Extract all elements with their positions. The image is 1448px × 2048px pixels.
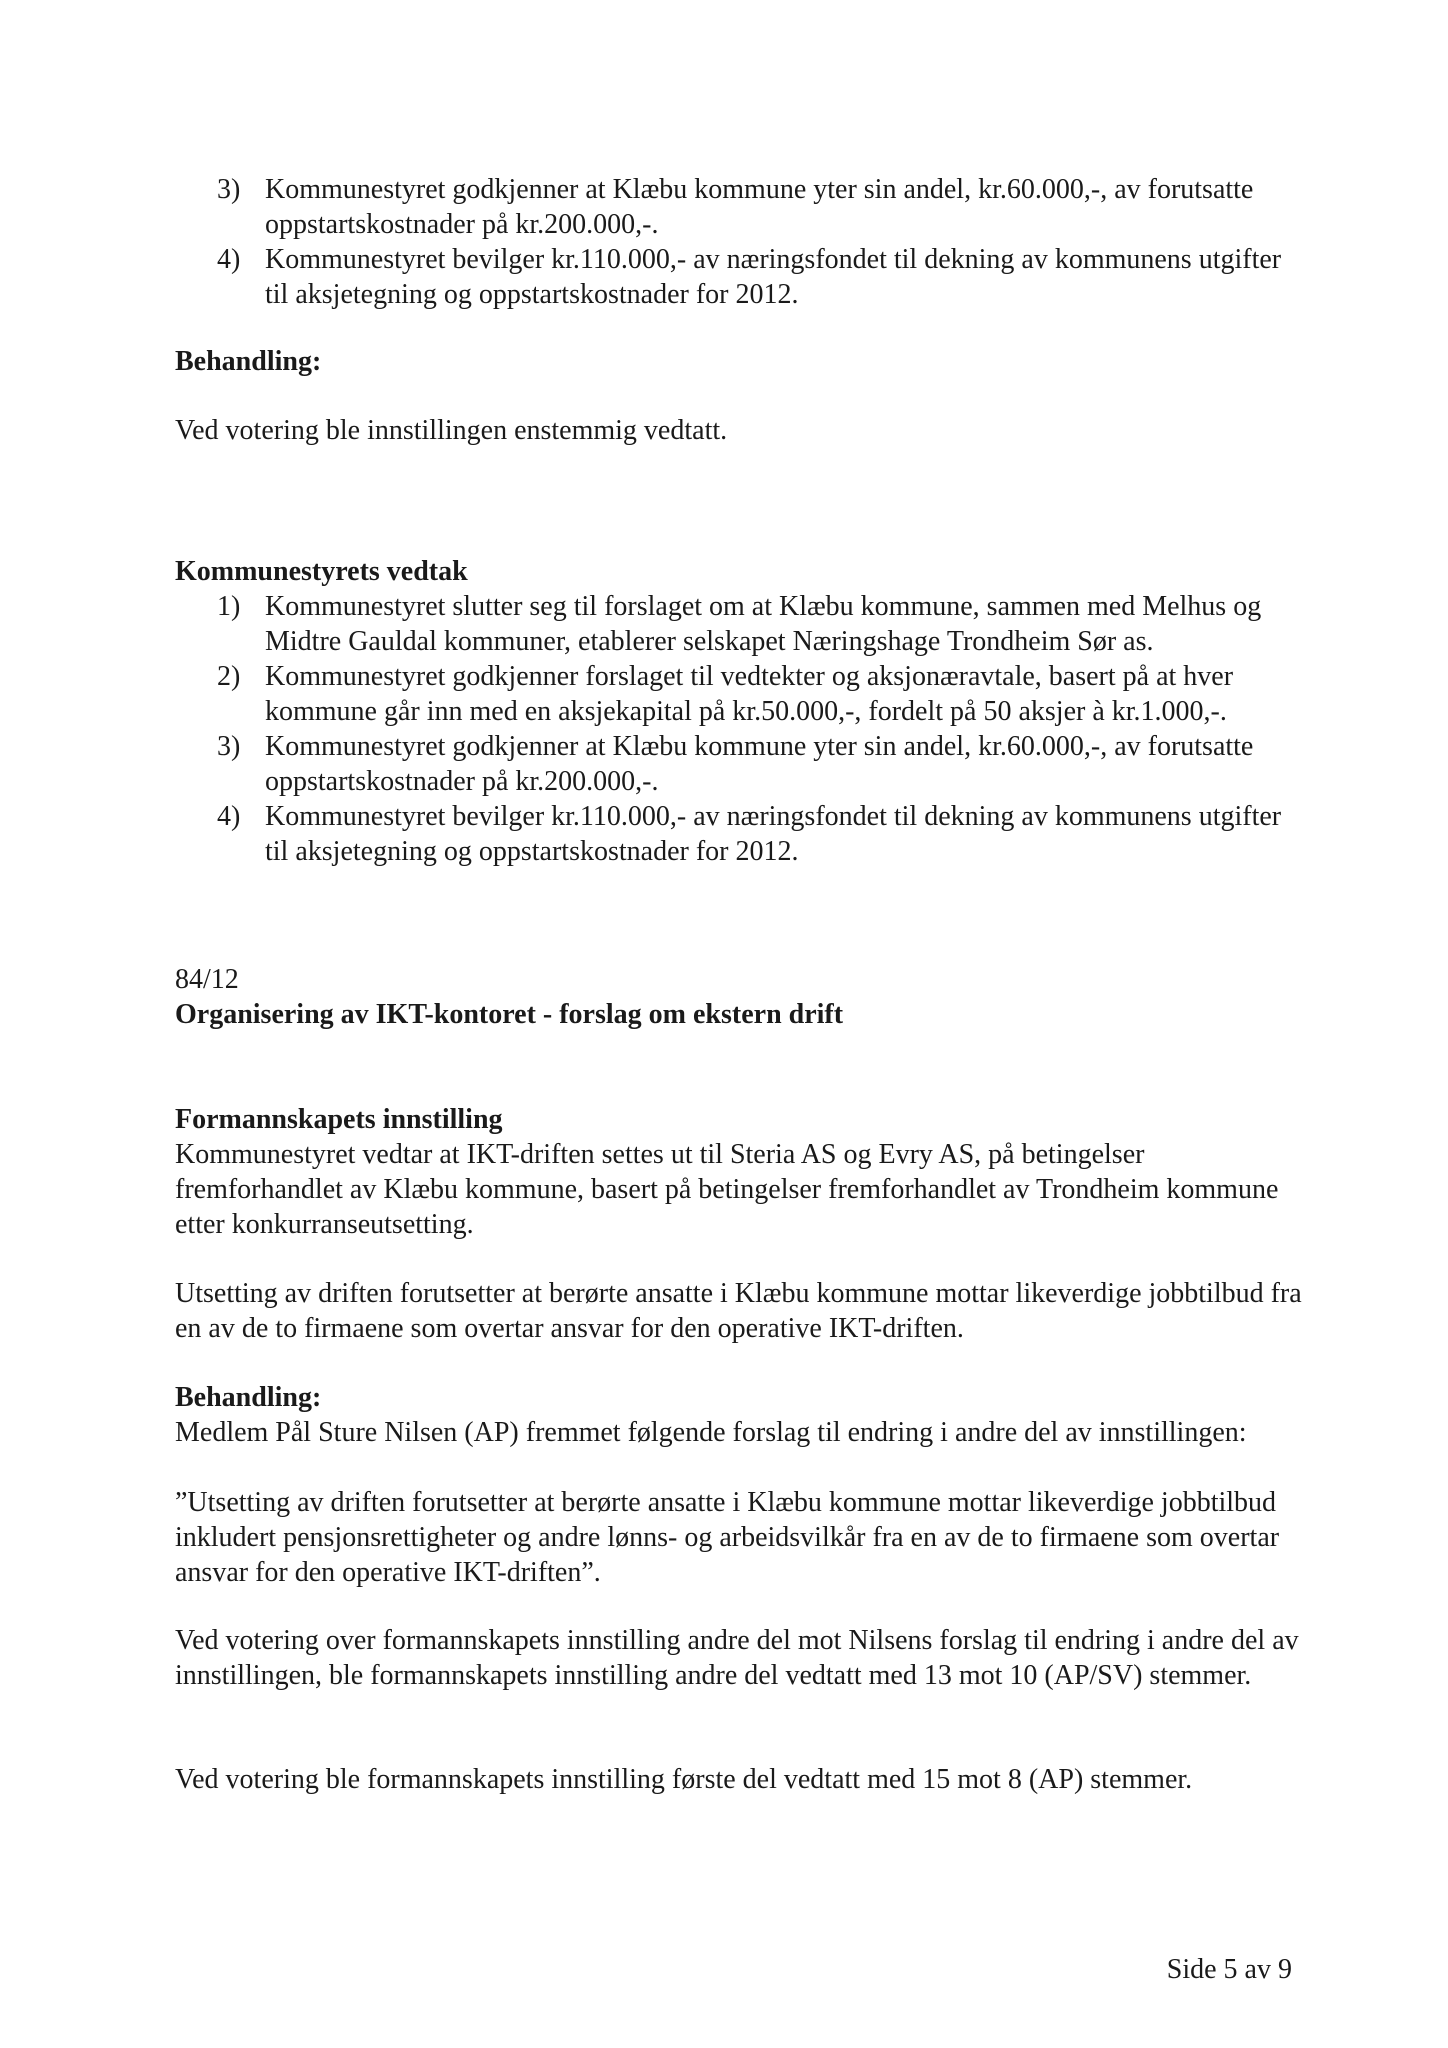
list-item-number: 3) [217, 731, 241, 762]
list-item [175, 172, 1305, 242]
list-item [175, 729, 1305, 799]
top-decision-list [175, 172, 1305, 312]
vedtak-list [175, 589, 1305, 869]
behandling-heading: Behandling: [175, 346, 322, 377]
behandling-text: Ved votering ble innstillingen enstemmig vedtatt. [175, 415, 728, 446]
list-item [175, 659, 1305, 729]
list-item-number: 3) [217, 174, 241, 205]
list-item-text: Kommunestyret slutter seg til forslaget om at Klæbu kommune, sammen med Melhus og Midtre Gauldal kommuner, etablerer selskapet Næringshage Trondheim Sør as. [265, 591, 1262, 657]
innstilling-paragraph: Utsetting av driften forutsetter at berørte ansatte i Klæbu kommune mottar likeverdige jobbtilbud fra en av de to firmaene som overtar ansvar for den operative IKT-driften. [175, 1278, 1302, 1344]
list-item-number: 2) [217, 661, 241, 692]
innstilling-heading: Formannskapets innstilling [175, 1104, 503, 1135]
innstilling-paragraph: Kommunestyret vedtar at IKT-driften settes ut til Steria AS og Evry AS, på betingelser fremforhandlet av Klæbu kommune, basert på betingelser fremforhandlet av Trondheim kommune etter konkurranseutsetting. [175, 1139, 1279, 1240]
case-number: 84/12 [175, 964, 239, 995]
behandling-intro: Medlem Pål Sture Nilsen (AP) fremmet følgende forslag til endring i andre del av innstillingen: [175, 1417, 1247, 1448]
page-number: Side 5 av 9 [1166, 1954, 1292, 1985]
vote-result: Ved votering over formannskapets innstilling andre del mot Nilsens forslag til endring i andre del av innstillingen, ble formannskapets innstilling andre del vedtatt med 13 mot 10 (AP/SV) stemmer. [175, 1625, 1299, 1691]
list-item-number: 1) [217, 591, 241, 622]
vedtak-heading: Kommunestyrets vedtak [175, 556, 468, 587]
list-item-text: Kommunestyret godkjenner at Klæbu kommune yter sin andel, kr.60.000,-, av forutsatte oppstartskostnader på kr.200.000,-. [265, 731, 1254, 797]
list-item-text: Kommunestyret godkjenner forslaget til vedtekter og aksjonæravtale, basert på at hver kommune går inn med en aksjekapital på kr.50.000,-, fordelt på 50 aksjer à kr.1.000,-. [265, 661, 1234, 727]
list-item-number: 4) [217, 244, 241, 275]
list-item-text: Kommunestyret bevilger kr.110.000,- av næringsfondet til dekning av kommunens utgifter til aksjetegning og oppstartskostnader for 2012. [265, 244, 1282, 310]
list-item-text: Kommunestyret bevilger kr.110.000,- av næringsfondet til dekning av kommunens utgifter til aksjetegning og oppstartskostnader for 2012. [265, 801, 1282, 867]
case-title: Organisering av IKT-kontoret - forslag om ekstern drift [175, 999, 844, 1030]
list-item-number: 4) [217, 801, 241, 832]
behandling-heading: Behandling: [175, 1382, 322, 1413]
list-item [175, 589, 1305, 659]
vote-result: Ved votering ble formannskapets innstilling første del vedtatt med 15 mot 8 (AP) stemmer. [175, 1764, 1193, 1795]
list-item [175, 799, 1305, 869]
behandling-quote: ”Utsetting av driften forutsetter at berørte ansatte i Klæbu kommune mottar likeverdige jobbtilbud inkludert pensjonsrettigheter og andre lønns- og arbeidsvilkår fra en av de to firmaene som overtar ansvar for den operative IKT-driften”. [175, 1487, 1280, 1588]
list-item [175, 242, 1305, 312]
list-item-text: Kommunestyret godkjenner at Klæbu kommune yter sin andel, kr.60.000,-, av forutsatte oppstartskostnader på kr.200.000,-. [265, 174, 1254, 240]
